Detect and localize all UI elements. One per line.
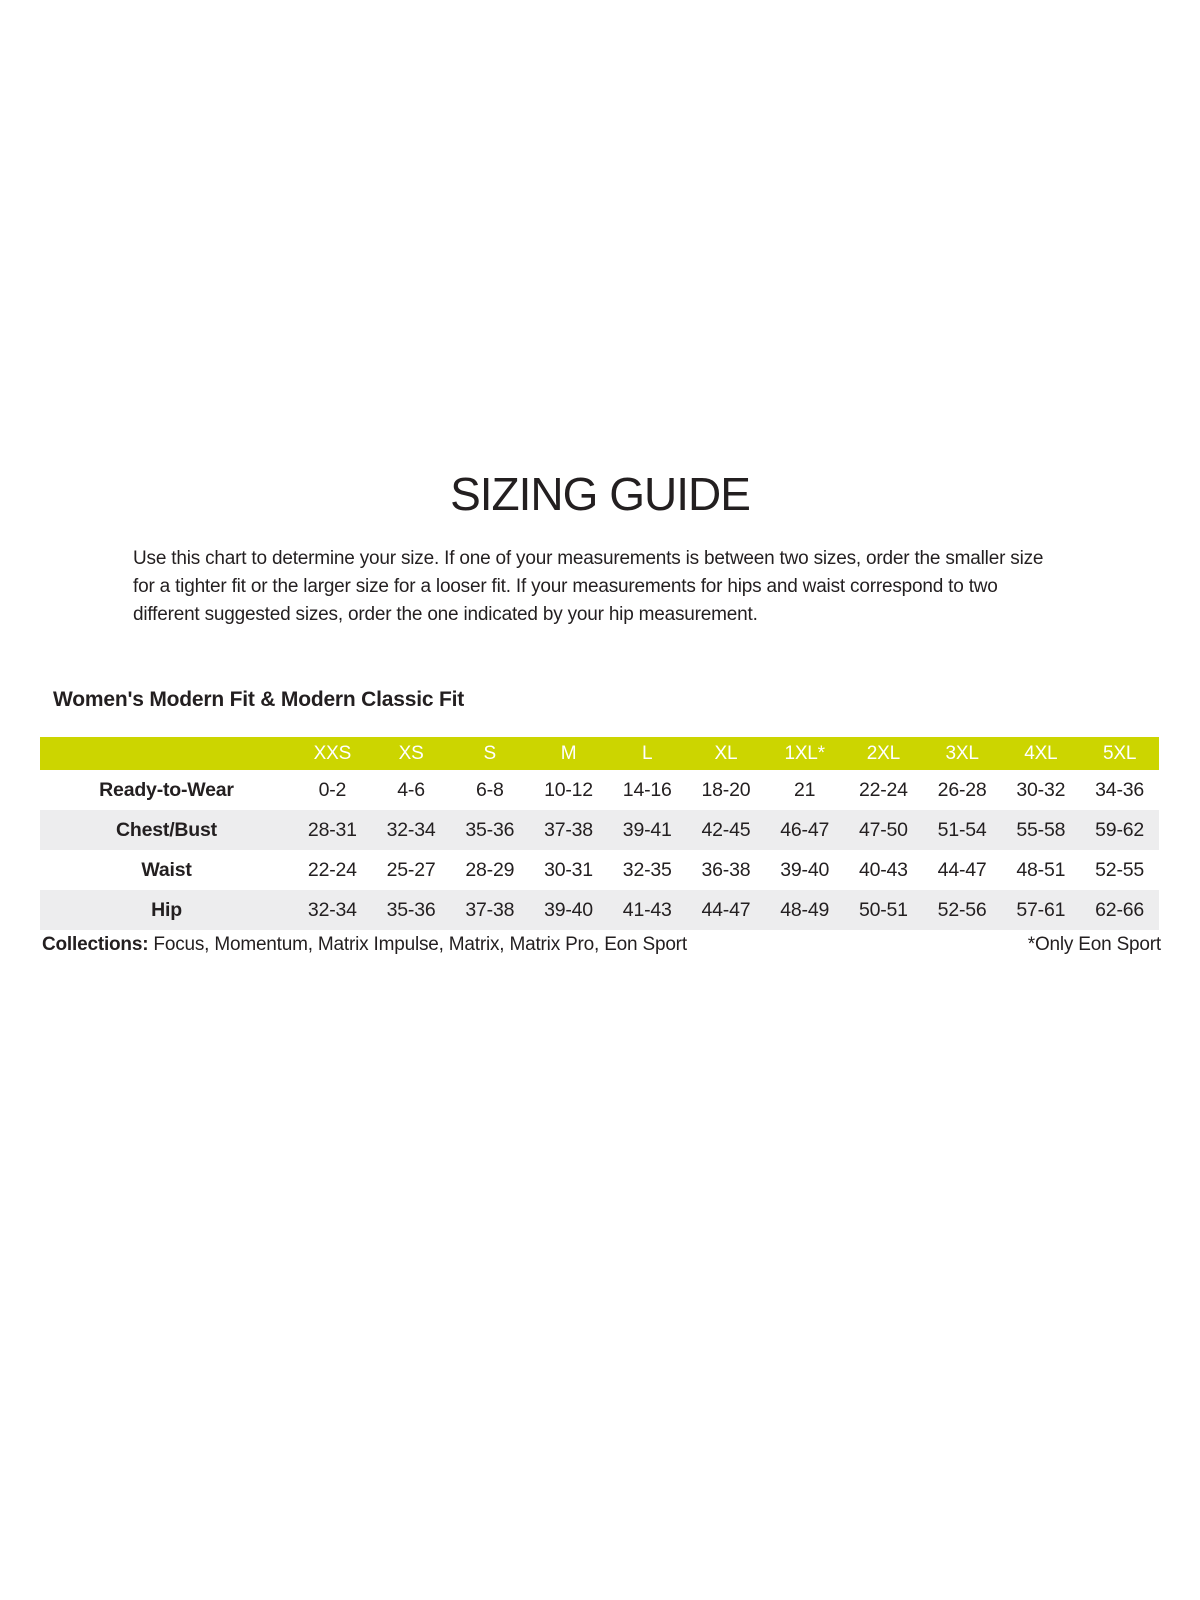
table-cell: 52-56 — [937, 898, 987, 921]
table-row-ready-to-wear — [40, 770, 1159, 810]
collections-label: Collections: — [42, 934, 149, 955]
table-cell: 46-47 — [780, 818, 830, 841]
table-cell: 32-35 — [622, 858, 672, 881]
table-cell: 26-28 — [937, 778, 987, 801]
header-spacer-cell — [40, 737, 293, 770]
table-cell: 44-47 — [701, 898, 751, 921]
table-cell: 44-47 — [937, 858, 987, 881]
table-cell: 30-31 — [544, 858, 593, 881]
table-cell: 4-6 — [397, 778, 425, 801]
size-header-cell: 5XL — [1080, 737, 1159, 770]
table-cell: 37-38 — [544, 818, 593, 841]
table-cell: 14-16 — [622, 778, 672, 801]
table-cell: 59-62 — [1095, 818, 1145, 841]
size-header-cell: 1XL* — [765, 737, 844, 770]
size-header-cell: 2XL — [844, 737, 923, 770]
table-cell: 36-38 — [701, 858, 751, 881]
table-cell: 18-20 — [701, 778, 751, 801]
table-cell: 62-66 — [1095, 898, 1145, 921]
table-cell: 51-54 — [937, 818, 987, 841]
size-header-cell: 3XL — [923, 737, 1002, 770]
table-cell: 47-50 — [858, 818, 908, 841]
table-cell: 0-2 — [318, 778, 347, 801]
row-label: Hip — [151, 898, 182, 921]
section-title: Women's Modern Fit & Modern Classic Fit — [53, 688, 465, 711]
table-cell: 41-43 — [622, 898, 672, 921]
table-cell: 32-34 — [386, 818, 436, 841]
table-cell: 42-45 — [701, 818, 751, 841]
table-cell: 30-32 — [1016, 778, 1066, 801]
collections-list: Focus, Momentum, Matrix Impulse, Matrix, Matrix Pro, Eon Sport — [148, 934, 687, 955]
table-cell: 50-51 — [858, 898, 908, 921]
table-cell: 57-61 — [1016, 898, 1066, 921]
footer — [42, 934, 1161, 956]
size-header-row — [40, 737, 1159, 770]
table-row-chest-bust — [40, 810, 1159, 850]
footnote: *Only Eon Sport — [1027, 934, 1161, 955]
table-cell: 39-41 — [622, 818, 672, 841]
size-header-cell: XL — [687, 737, 766, 770]
table-cell: 10-12 — [544, 778, 593, 801]
table-cell: 48-51 — [1016, 858, 1066, 881]
row-label: Waist — [141, 858, 192, 881]
table-cell: 39-40 — [544, 898, 593, 921]
table-cell: 40-43 — [858, 858, 908, 881]
row-label: Chest/Bust — [116, 818, 217, 841]
row-label: Ready-to-Wear — [99, 778, 234, 801]
table-cell: 25-27 — [386, 858, 436, 881]
table-cell: 35-36 — [465, 818, 515, 841]
table-cell: 39-40 — [780, 858, 830, 881]
table-cell: 21 — [794, 778, 816, 801]
table-cell: 22-24 — [307, 858, 357, 881]
table-cell: 48-49 — [780, 898, 830, 921]
table-cell: 55-58 — [1016, 818, 1066, 841]
size-header-cell: XXS — [293, 737, 372, 770]
table-cell: 34-36 — [1095, 778, 1145, 801]
table-cell: 52-55 — [1095, 858, 1145, 881]
table-cell: 35-36 — [386, 898, 436, 921]
size-header-cell: 4XL — [1001, 737, 1080, 770]
page-title: SIZING GUIDE — [450, 468, 750, 520]
collections-line — [42, 934, 687, 956]
table-cell: 6-8 — [476, 778, 504, 801]
size-header-cell: S — [450, 737, 529, 770]
intro-paragraph: Use this chart to determine your size. If one of your measurements is between two sizes, order the smaller size for a tighter fit or the larger size for a looser fit. If your measurements for hips and waist correspond to two different suggested sizes, order the one indicated by your hip measurement. — [133, 548, 1044, 625]
sizing-table — [40, 737, 1159, 930]
table-cell: 32-34 — [307, 898, 357, 921]
size-header-cell: L — [608, 737, 687, 770]
table-cell: 28-29 — [465, 858, 515, 881]
size-header-cell: M — [529, 737, 608, 770]
table-row-hip — [40, 890, 1159, 930]
size-header-cell: XS — [372, 737, 451, 770]
table-row-waist — [40, 850, 1159, 890]
table-cell: 22-24 — [858, 778, 908, 801]
table-cell: 37-38 — [465, 898, 515, 921]
table-cell: 28-31 — [307, 818, 357, 841]
